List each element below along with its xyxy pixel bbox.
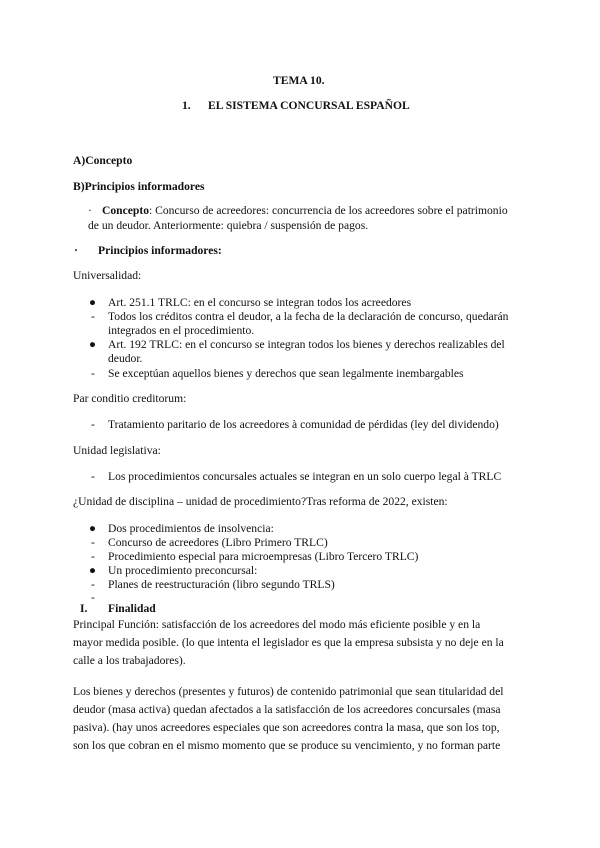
finalidad-title: Finalidad: [108, 602, 156, 615]
list-item-continuation: deudor.: [108, 352, 143, 365]
list-marker: ●: [89, 296, 97, 309]
list-marker: -: [91, 578, 95, 591]
section-number: 1.: [182, 99, 191, 112]
list-marker: -: [91, 470, 95, 483]
list-marker: ●: [89, 522, 97, 535]
principios-heading: Principios informadores:: [98, 244, 222, 257]
finalidad-p1-line: calle a los trabajadores).: [73, 654, 186, 667]
unidad-legislativa-title: Unidad legislativa:: [73, 444, 161, 457]
list-marker: ●: [89, 338, 97, 351]
list-item: Art. 192 TRLC: en el concurso se integran todos los bienes y derechos realizables del: [108, 338, 505, 351]
concepto-bullet: ·: [88, 204, 92, 217]
list-item: Art. 251.1 TRLC: en el concurso se integran todos los acreedores: [108, 296, 412, 309]
concepto-text: : Concurso de acreedores: concurrencia de los acreedores sobre el patrimonio: [149, 204, 508, 217]
list-marker: -: [91, 310, 95, 323]
list-marker: -: [91, 367, 95, 380]
list-marker: -: [91, 418, 95, 431]
list-item: Tratamiento paritario de los acreedores à comunidad de pérdidas (ley del dividendo): [108, 418, 499, 431]
list-item: Planes de reestructuración (libro segundo TRLS): [108, 578, 335, 591]
unidad-disciplina-title: ¿Unidad de disciplina – unidad de procedimiento?Tras reforma de 2022, existen:: [73, 495, 448, 508]
finalidad-p1-line: mayor medida posible. (lo que intenta el legislador es que la empresa subsista y no deje en la: [73, 636, 504, 649]
finalidad-p2-line: deudor (masa activa) quedan afectados a la satisfacción de los acreedores concursales (masa: [73, 703, 501, 716]
finalidad-p2-line: son los que cobran en el mismo momento que se produce su vencimiento, y no forman parte: [73, 739, 501, 752]
list-item: Concurso de acreedores (Libro Primero TRLC): [108, 536, 328, 549]
list-item: Procedimiento especial para microempresas (Libro Tercero TRLC): [108, 550, 419, 563]
list-item-continuation: integrados en el procedimiento.: [108, 324, 255, 337]
section-title: EL SISTEMA CONCURSAL ESPAÑOL: [208, 99, 410, 112]
concepto-line-2: de un deudor. Anteriormente: quiebra / suspensión de pagos.: [88, 219, 369, 232]
list-marker: -: [91, 550, 95, 563]
index-b-principios: B)Principios informadores: [73, 180, 205, 193]
finalidad-number: I.: [80, 602, 88, 615]
finalidad-p1-line: Principal Función: satisfacción de los acreedores del modo más eficiente posible y en la: [73, 618, 481, 631]
finalidad-p2-line: Los bienes y derechos (presentes y futuros) de contenido patrimonial que sean titularidad del: [73, 685, 504, 698]
list-item: Se exceptúan aquellos bienes y derechos que sean legalmente inembargables: [108, 367, 464, 380]
list-marker: -: [91, 591, 95, 604]
universalidad-title: Universalidad:: [73, 269, 142, 282]
concepto-line-1: [102, 203, 508, 218]
par-conditio-title: Par conditio creditorum:: [73, 392, 187, 405]
tema-title: TEMA 10.: [273, 74, 325, 87]
finalidad-p2-line: pasiva). (hay unos acreedores especiales que son acreedores contra la masa, que son los top,: [73, 721, 500, 734]
list-item: Los procedimientos concursales actuales se integran en un solo cuerpo legal à TRLC: [108, 470, 502, 483]
list-item: Todos los créditos contra el deudor, a la fecha de la declaración de concurso, quedarán: [108, 310, 509, 323]
concepto-label: Concepto: [102, 204, 150, 217]
index-a-concepto: A)Concepto: [73, 154, 133, 167]
list-marker: -: [91, 536, 95, 549]
list-marker: ●: [89, 564, 97, 577]
list-item: Un procedimiento preconcursal:: [108, 564, 258, 577]
list-item: Dos procedimientos de insolvencia:: [108, 522, 274, 535]
principios-bullet: ·: [74, 244, 78, 257]
